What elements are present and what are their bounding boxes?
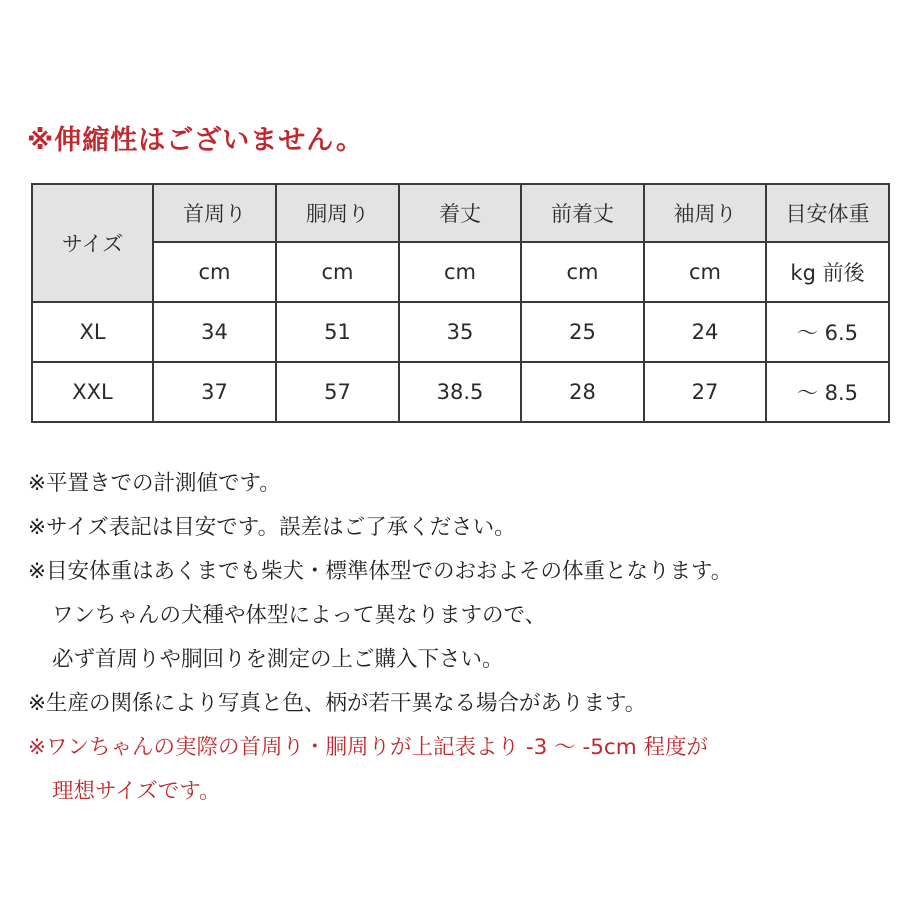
notes-list (28, 462, 732, 814)
note-line: ワンちゃんの犬種や体型によって異なりますので、 (52, 603, 547, 628)
table-cell: 34 (153, 302, 276, 362)
table-cell: 51 (276, 302, 399, 362)
note-line: ※平置きでの計測値です。 (28, 471, 281, 496)
note-line-highlight: ※ワンちゃんの実際の首周り・胴周りが上記表より -3 ～ -5cm 程度が (28, 735, 708, 760)
size-table (31, 183, 890, 423)
size-label: XXL (32, 362, 153, 422)
column-unit: kg 前後 (766, 242, 889, 302)
note-line: ※サイズ表記は目安です。誤差はご了承ください。 (28, 515, 516, 540)
column-header: 目安体重 (766, 184, 889, 242)
corner-label: サイズ (32, 184, 153, 302)
table-cell: 27 (644, 362, 766, 422)
table-row (32, 302, 889, 362)
table-unit-row (32, 242, 889, 302)
column-header: 胴周り (276, 184, 399, 242)
note-line: ※目安体重はあくまでも柴犬・標準体型でのおおよその体重となります。 (28, 559, 733, 584)
column-header: 着丈 (399, 184, 521, 242)
table-cell: ～ 8.5 (766, 362, 889, 422)
table-cell: 37 (153, 362, 276, 422)
table-cell: 28 (521, 362, 644, 422)
headline-notice: ※伸縮性はございません。 (27, 125, 364, 156)
table-row (32, 362, 889, 422)
table-cell: 38.5 (399, 362, 521, 422)
column-unit: cm (153, 242, 276, 302)
note-line-highlight: 理想サイズです。 (52, 779, 221, 804)
column-unit: cm (521, 242, 644, 302)
table-header-row (32, 184, 889, 242)
column-header: 前着丈 (521, 184, 644, 242)
table-cell: 25 (521, 302, 644, 362)
size-label: XL (32, 302, 153, 362)
table-cell: 24 (644, 302, 766, 362)
note-line: ※生産の関係により写真と色、柄が若干異なる場合があります。 (28, 691, 647, 716)
column-header: 首周り (153, 184, 276, 242)
column-header: 袖周り (644, 184, 766, 242)
table-cell: 35 (399, 302, 521, 362)
table-cell: 57 (276, 362, 399, 422)
column-unit: cm (644, 242, 766, 302)
table-cell: ～ 6.5 (766, 302, 889, 362)
column-unit: cm (276, 242, 399, 302)
note-line: 必ず首周りや胴回りを測定の上ご購入下さい。 (52, 647, 504, 672)
column-unit: cm (399, 242, 521, 302)
